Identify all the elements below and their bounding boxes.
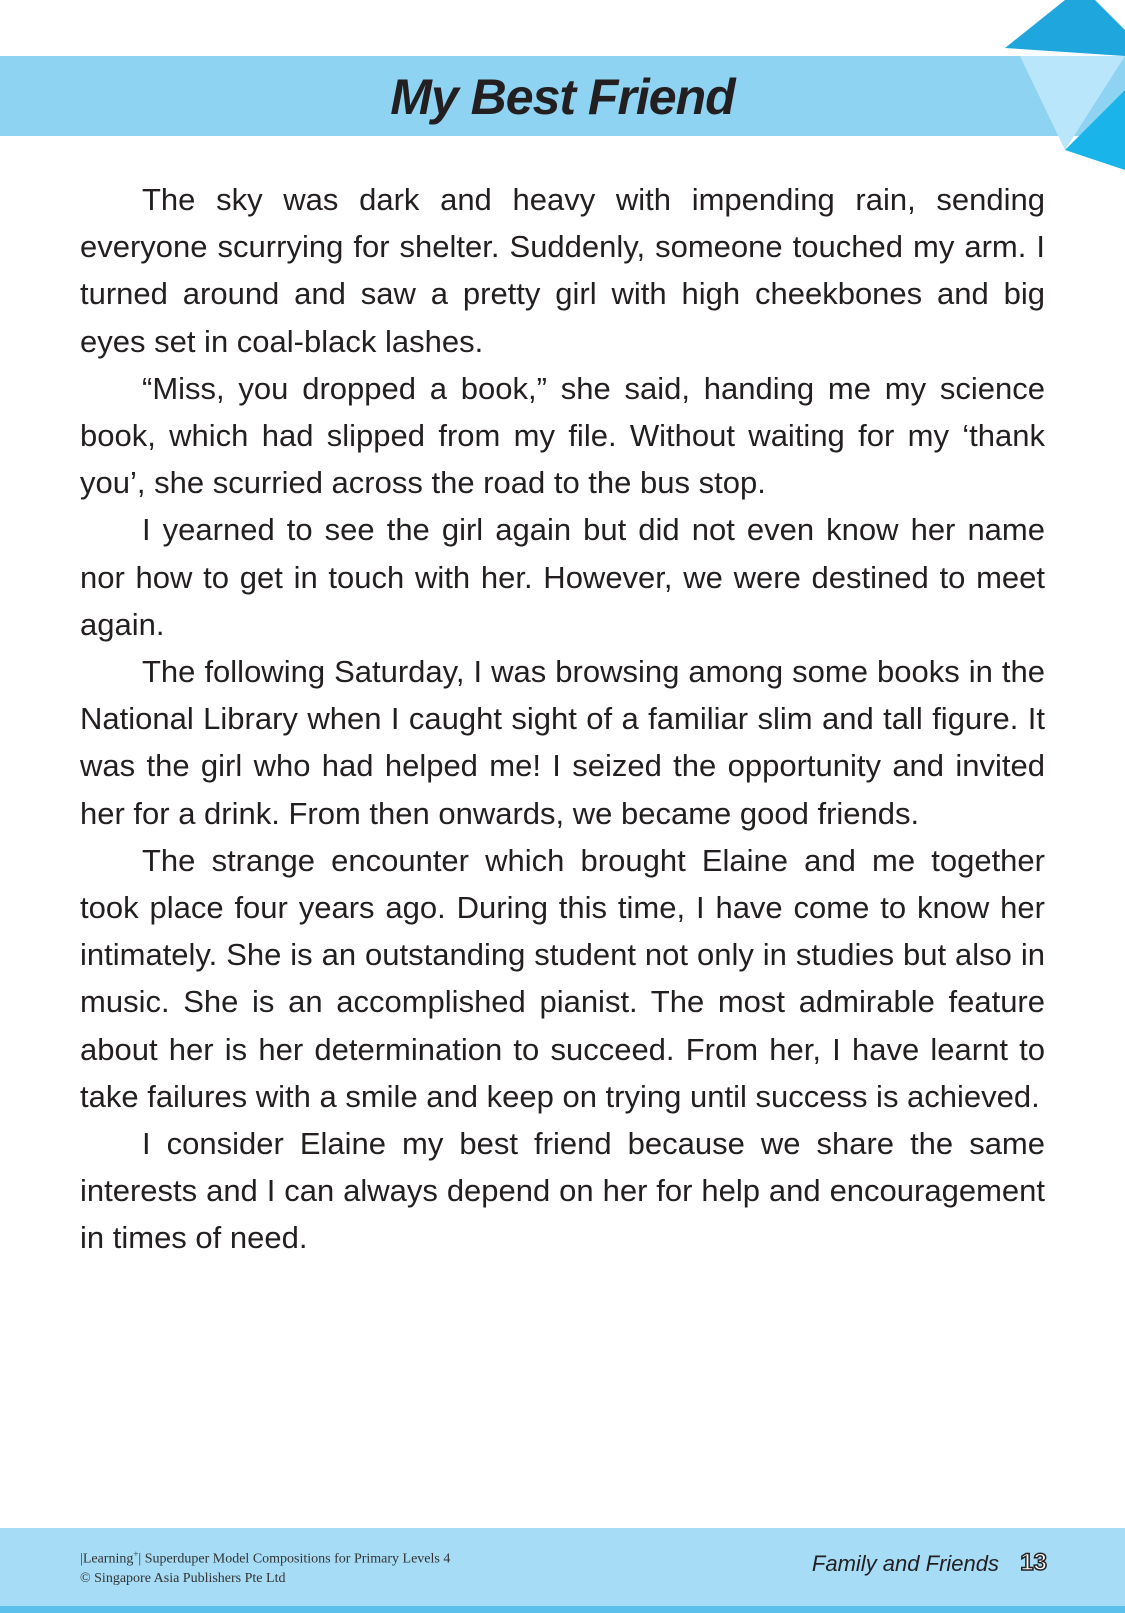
paragraph: The following Saturday, I was browsing among some books in the National Library when I caught sight of a familiar slim and tall figure. It was the girl who had helped me! I seized the opportunity and invited her for a drink. From then onwards, we became good friends. (80, 654, 1045, 831)
composition-text (80, 176, 1045, 1262)
paragraph: “Miss, you dropped a book,” she said, handing me my science book, which had slipped from my file. Without waiting for my ‘thank you’, she scurried across the road to the bus stop. (80, 370, 1045, 501)
paragraph: I consider Elaine my best friend because we share the same interests and I can always depend on her for help and encouragement in times of need. (80, 1126, 1045, 1256)
footer-book-line: |Learning+| Superduper Model Compositions for Primary Levels 4 (80, 1549, 451, 1567)
page-number: 13 (1020, 1549, 1047, 1576)
paragraph: The strange encounter which brought Elaine and me together took place four years ago. During this time, I have come to know her intimately. She is an outstanding student not only in studies but also in music. She is an accomplished pianist. The most admirable feature about her is her determination to succeed. From her, I have learnt to take failures with a smile and keep on trying until success is achieved. (80, 842, 1045, 1114)
paragraph: The sky was dark and heavy with impending rain, sending everyone scurrying for shelter. Suddenly, someone touched my arm. I turned around and saw a pretty girl with high cheekbones and big eyes set in coal-black lashes. (80, 182, 1045, 359)
footer-accent-line (0, 1606, 1125, 1613)
footer-section-name: Family and Friends (811, 1551, 999, 1576)
footer-brand-sup: + (133, 1549, 139, 1559)
footer-publication-info (80, 1545, 450, 1588)
footer-copyright: © Singapore Asia Publishers Pte Ltd (80, 1570, 286, 1586)
paragraph: I yearned to see the girl again but did not even know her name nor how to get in touch with her. However, we were destined to meet again. (80, 512, 1045, 642)
footer-book-title: Superduper Model Compositions for Primary Levels 4 (144, 1551, 451, 1567)
page-title: My Best Friend (390, 69, 735, 125)
footer-brand: Learning (82, 1551, 134, 1567)
